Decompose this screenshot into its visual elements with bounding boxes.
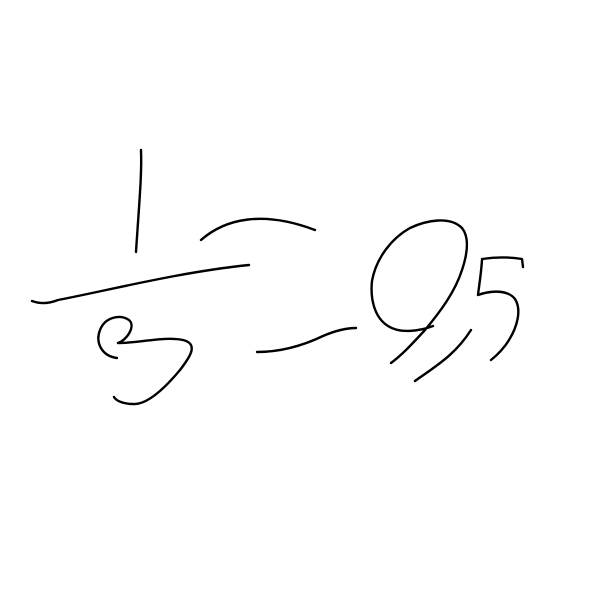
equals-top-stroke bbox=[201, 219, 315, 240]
equals-bottom-stroke bbox=[257, 328, 356, 352]
result-five-top-stroke bbox=[482, 258, 523, 268]
result-five-body-stroke bbox=[478, 260, 518, 360]
fraction-bar-stroke bbox=[32, 265, 249, 303]
result-nine-tail-stroke bbox=[415, 330, 471, 381]
numerator-stroke bbox=[136, 150, 141, 252]
result-nine-loop-stroke bbox=[372, 220, 467, 363]
ink-strokes bbox=[32, 150, 523, 404]
denominator-stroke bbox=[98, 317, 191, 404]
